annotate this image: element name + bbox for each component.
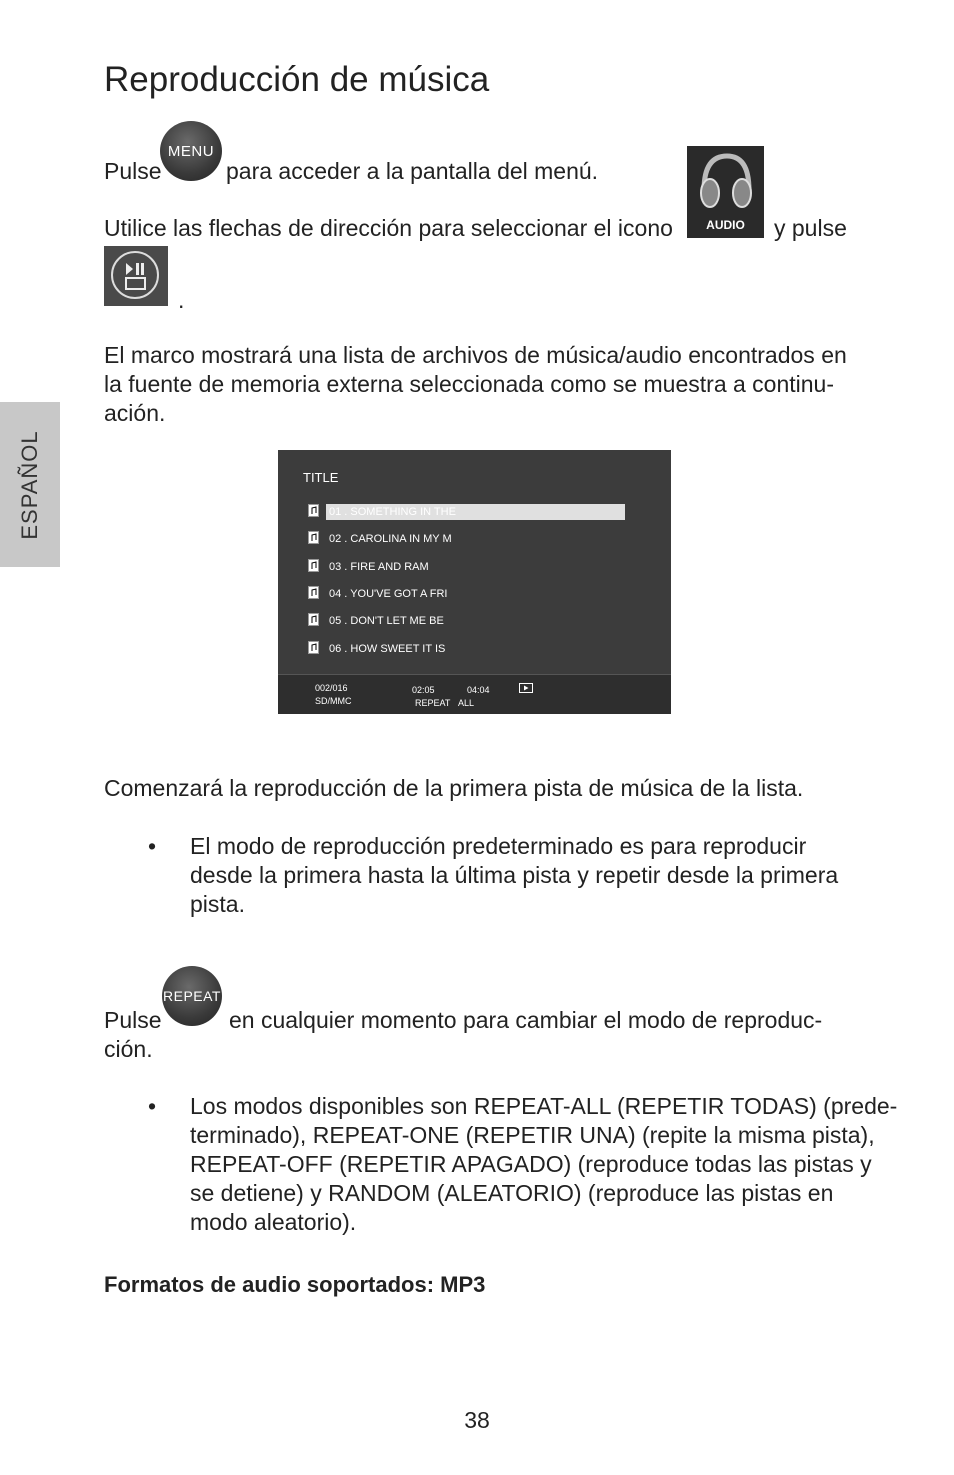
bullet1-line2: desde la primera hasta la última pista y repetir desde la primera: [190, 862, 839, 888]
track-item: [308, 502, 623, 520]
repeat-mode: ALL: [458, 698, 475, 708]
repeat-button-label: REPEAT: [163, 988, 221, 1004]
screen-status-bar: [278, 674, 671, 714]
music-file-icon: [308, 641, 319, 654]
para5-text: en cualquier momento para cambiar el modo de reproduc-: [229, 1007, 823, 1033]
page-title: Reproducción de música: [104, 60, 490, 99]
music-file-icon: [308, 504, 319, 517]
audio-headphones-icon: [687, 146, 764, 238]
play-status-icon: [519, 683, 533, 693]
music-file-icon: [308, 586, 319, 599]
track-item: [308, 529, 623, 547]
para3-line1: El marco mostrará una lista de archivos de música/audio encontrados en: [104, 342, 847, 368]
track-item: [308, 611, 623, 629]
track-title: 02 . CAROLINA IN MY M: [329, 533, 452, 545]
elapsed-time: 02:05: [412, 685, 435, 695]
para3-line2: la fuente de memoria externa seleccionada como se muestra a continu-: [104, 371, 835, 397]
language-side-tab: [0, 402, 60, 567]
menu-button-label: MENU: [167, 142, 215, 160]
bullet1-line1: El modo de reproducción predeterminado es para reproducir: [190, 833, 807, 859]
page-number: 38: [464, 1407, 490, 1433]
pulse-label: Pulse: [104, 158, 162, 184]
bullet-symbol: •: [148, 833, 157, 859]
para5-line2: ción.: [104, 1036, 153, 1062]
para1-text: para acceder a la pantalla del menú.: [226, 158, 599, 184]
music-file-icon: [308, 613, 319, 626]
track-title: 01 . SOMETHING IN THE: [326, 504, 625, 520]
screen-title-header: TITLE: [303, 470, 339, 485]
para4-text: Comenzará la reproducción de la primera pista de música de la lista.: [104, 775, 804, 801]
supported-formats: Formatos de audio soportados: MP3: [104, 1272, 486, 1297]
track-title: 04 . YOU'VE GOT A FRI: [329, 588, 448, 600]
bullet-symbol: •: [148, 1093, 157, 1119]
music-file-icon: [308, 531, 319, 544]
audio-icon-label: AUDIO: [706, 218, 745, 232]
menu-button-icon: [160, 121, 222, 181]
play-pause-button-icon: [104, 246, 168, 306]
track-item: [308, 639, 623, 657]
repeat-label: REPEAT: [415, 698, 451, 708]
track-title: 06 . HOW SWEET IT IS: [329, 643, 446, 655]
para2-dot: .: [178, 287, 185, 313]
language-label: ESPAÑOL: [17, 429, 42, 540]
bullet2-line4: se detiene) y RANDOM (ALEATORIO) (reproduce las pistas en: [190, 1180, 834, 1206]
track-item: [308, 584, 623, 602]
para2-text: Utilice las flechas de dirección para seleccionar el icono: [104, 215, 673, 241]
memory-source: SD/MMC: [315, 696, 352, 706]
bullet2-line5: modo aleatorio).: [190, 1209, 357, 1235]
track-title: 05 . DON'T LET ME BE: [329, 615, 444, 627]
bullet1-line3: pista.: [190, 891, 245, 917]
track-count: 002/016: [315, 683, 348, 693]
bullet2-line3: REPEAT-OFF (REPETIR APAGADO) (reproduce todas las pistas y: [190, 1151, 872, 1177]
track-item: [308, 557, 623, 575]
music-file-icon: [308, 559, 319, 572]
total-time: 04:04: [467, 685, 490, 695]
para2-tail: y pulse: [774, 215, 847, 241]
repeat-button-icon: [162, 966, 222, 1026]
music-list-screenshot: [278, 450, 671, 713]
para3-line3: ación.: [104, 400, 166, 426]
bullet2-line1: Los modos disponibles son REPEAT-ALL (REPETIR TODAS) (prede-: [190, 1093, 898, 1119]
track-title: 03 . FIRE AND RAM: [329, 561, 429, 573]
pulse-label: Pulse: [104, 1007, 162, 1033]
bullet2-line2: terminado), REPEAT-ONE (REPETIR UNA) (repite la misma pista),: [190, 1122, 875, 1148]
